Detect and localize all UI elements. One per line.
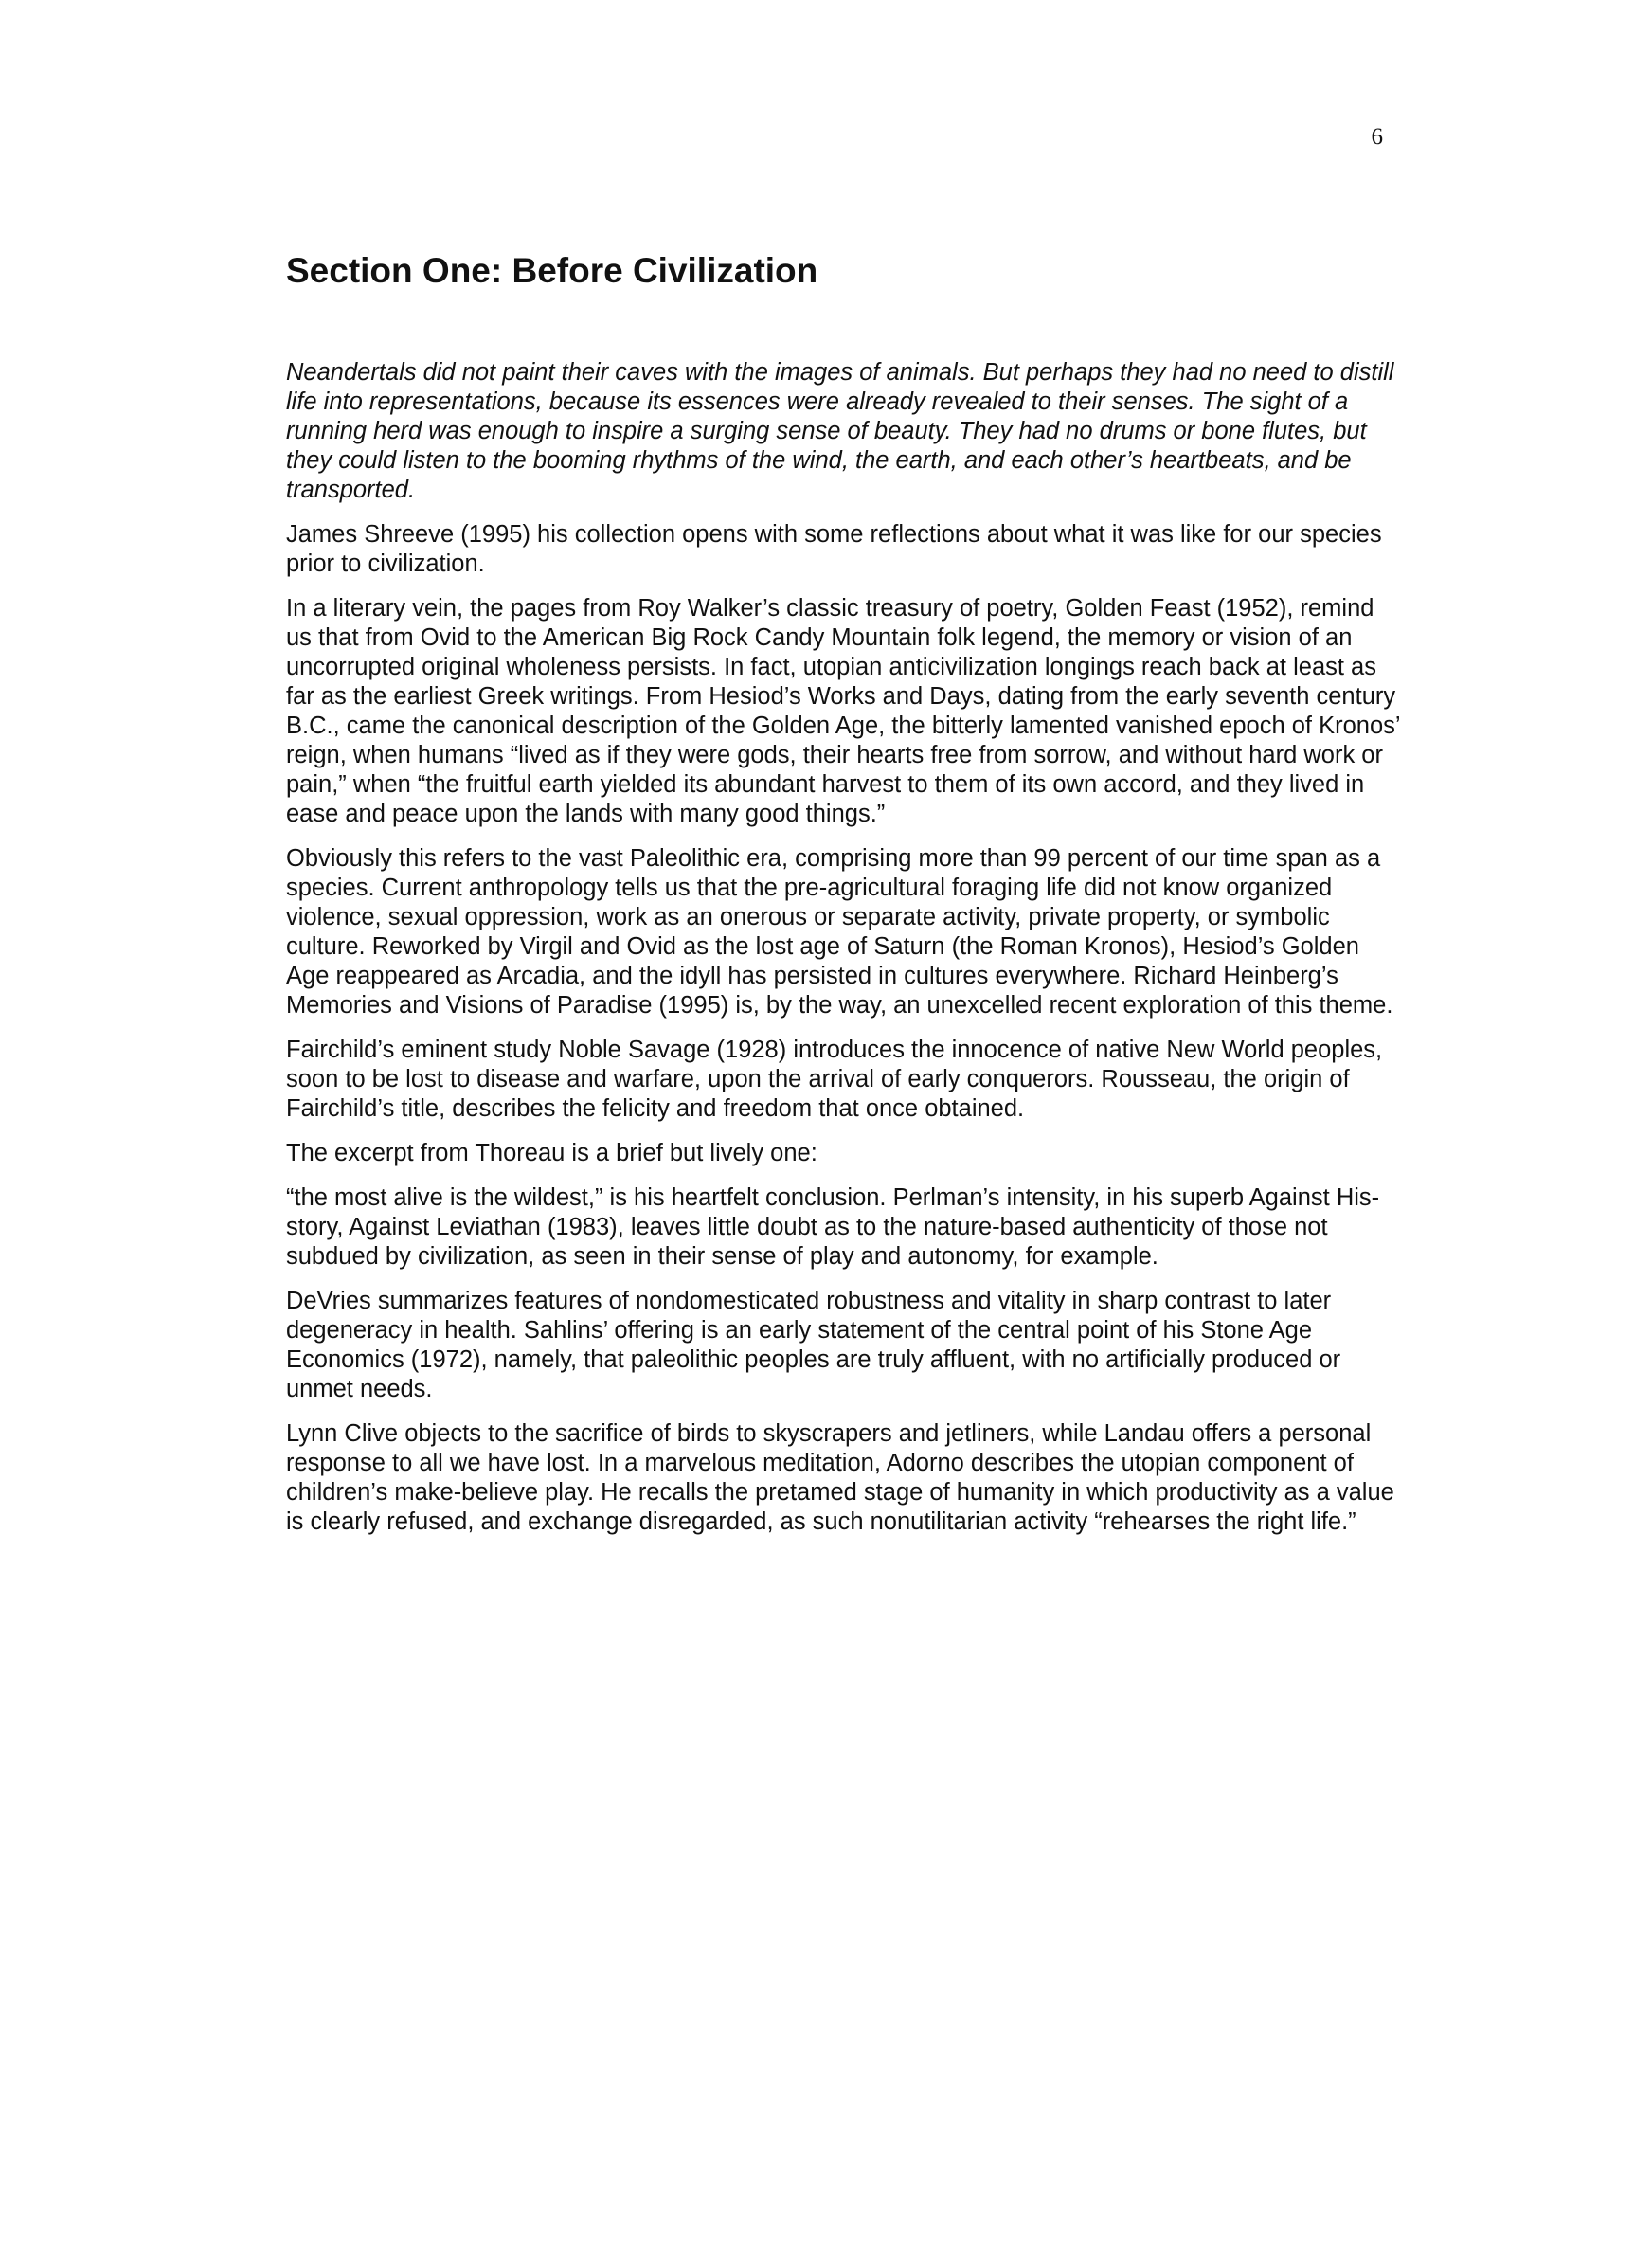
paragraph-thoreau: The excerpt from Thoreau is a brief but lively one: [286,1140,817,1166]
paragraph-shreeve: James Shreeve (1995) his collection opens with some reflections about what it was like for our species prior to civilization. [286,521,1382,577]
paragraph-golden-feast: In a literary vein, the pages from Roy Walker’s classic treasury of poetry, Golden Feast (1952), remind us that from Ovid to the American Big Rock Candy Mountain folk legend, the memory or vision of an uncorrupted original wholeness persists. In fact, utopian anticivilization longings reach back at least as far as the earliest Greek writings. From Hesiod’s Works and Days, dating from the early seventh century B.C., came the canonical description of the Golden Age, the bitterly lamented vanished epoch of Kronos’ reign, when humans “lived as if they were gods, their hearts free from sorrow, and without hard work or pain,” when “the fruitful earth yielded its abundant harvest to them of its own accord, and they lived in ease and peace upon the lands with many good things.” [286,595,1400,827]
page-content [286,244,1400,1537]
section-title: Section One: Before Civilization [286,251,818,290]
paragraph-clive-adorno: Lynn Clive objects to the sacrifice of birds to skyscrapers and jetliners, while Landau offers a personal response to all we have lost. In a marvelous meditation, Adorno describes the utopian component of children’s make-believe play. He recalls the pretamed stage of humanity in which productivity as a value is clearly refused, and exchange disregarded, as such nonutilitarian activity “rehearses the right life.” [286,1420,1394,1535]
paragraph-perlman: “the most alive is the wildest,” is his heartfelt conclusion. Perlman’s intensity, in his superb Against His-story, Against Leviathan (1983), leaves little doubt as to the nature-based authenticity of those not subdued by civilization, as seen in their sense of play and autonomy, for example. [286,1184,1380,1270]
page-number: 6 [1371,124,1383,150]
paragraph-devries-sahlins: DeVries summarizes features of nondomesticated robustness and vitality in sharp contrast to later degeneracy in health. Sahlins’ offering is an early statement of the central point of his Stone Age Economics (1972), namely, that paleolithic peoples are truly affluent, with no artificially produced or unmet needs. [286,1288,1341,1402]
paragraph-noble-savage: Fairchild’s eminent study Noble Savage (1928) introduces the innocence of native New World peoples, soon to be lost to disease and warfare, upon the arrival of early conquerors. Rousseau, the origin of Fairchild’s title, describes the felicity and freedom that once obtained. [286,1037,1383,1122]
paragraph-paleolithic: Obviously this refers to the vast Paleolithic era, comprising more than 99 percent of our time span as a species. Current anthropology tells us that the pre-agricultural foraging life did not know organized violence, sexual oppression, work as an onerous or separate activity, private property, or symbolic culture. Reworked by Virgil and Ovid as the lost age of Saturn (the Roman Kronos), Hesiod’s Golden Age reappeared as Arcadia, and the idyll has persisted in cultures everywhere. Richard Heinberg’s Memories and Visions of Paradise (1995) is, by the way, an unexcelled recent exploration of this theme. [286,845,1393,1019]
epigraph: Neandertals did not paint their caves with the images of animals. But perhaps they had no need to distill life into representations, because its essences were already revealed to their senses. The sight of a running herd was enough to inspire a surging sense of beauty. They had no drums or bone flutes, but they could listen to the booming rhythms of the wind, the earth, and each other’s heartbeats, and be transported. [286,359,1394,503]
